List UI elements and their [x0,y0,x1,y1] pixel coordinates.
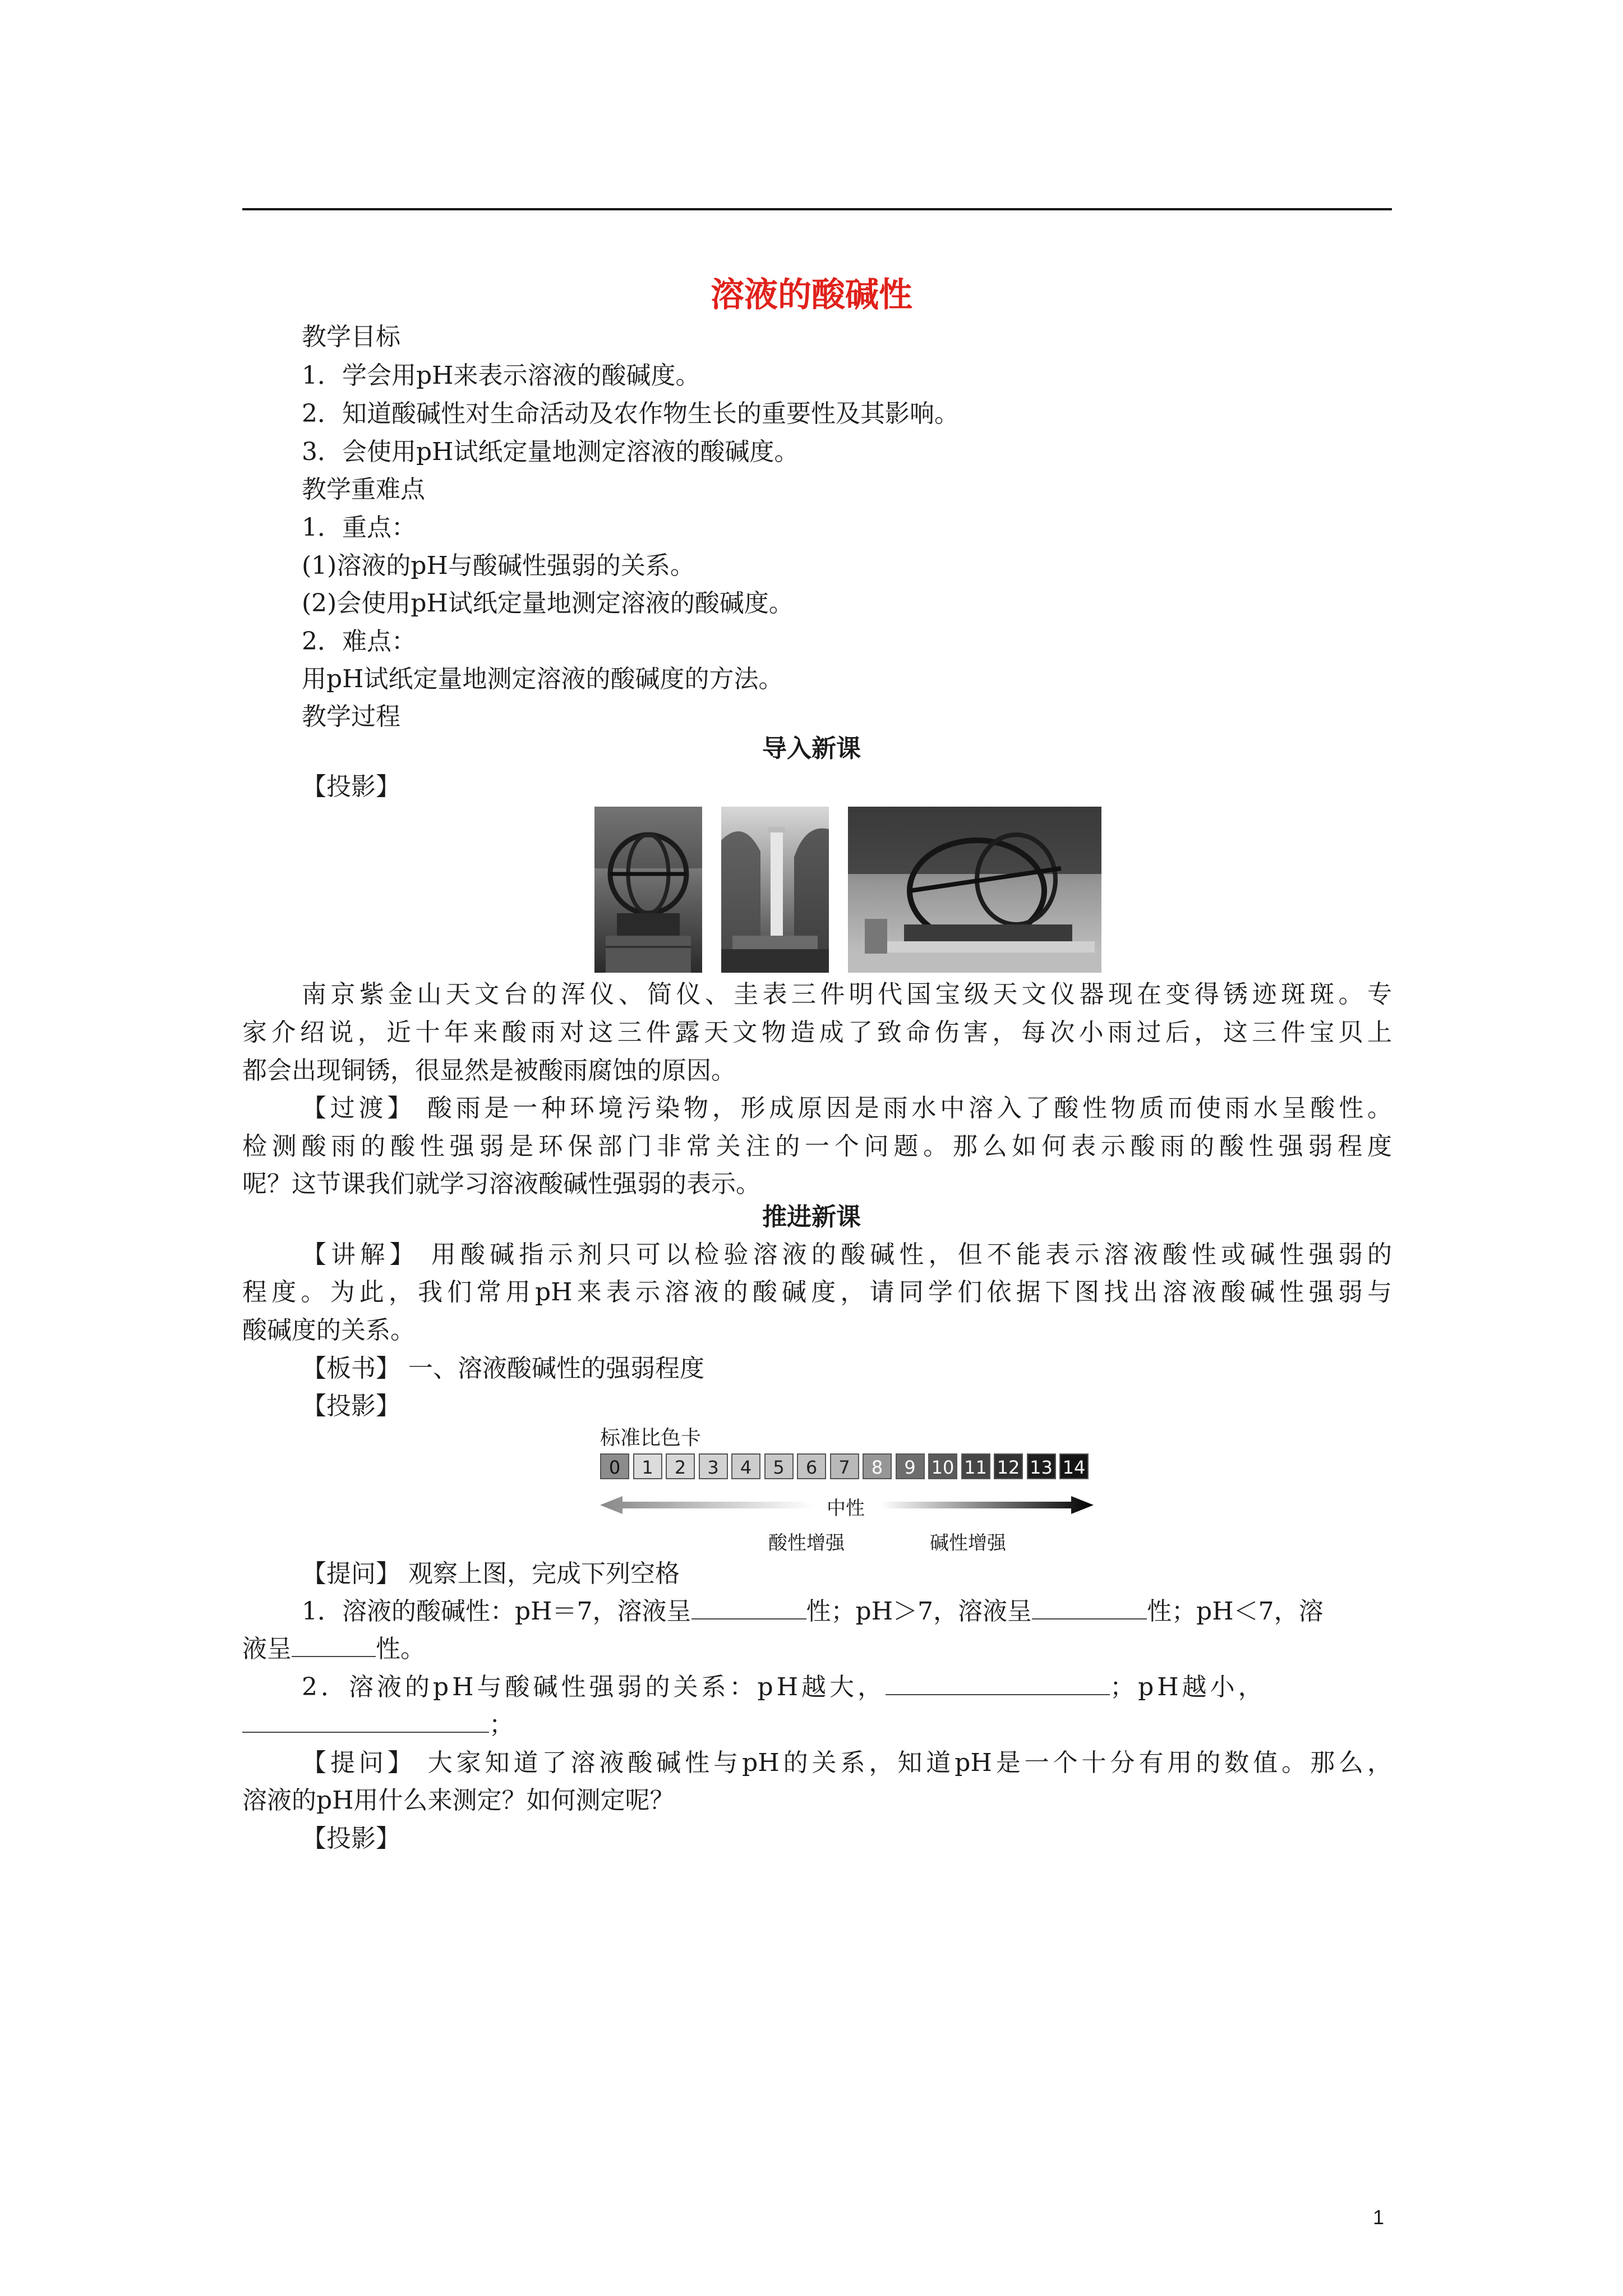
q1-text-e: 性。 [376,1635,425,1663]
photo-gnomon [721,807,829,973]
blank-alkaline[interactable] [1032,1596,1147,1619]
process-heading: 教学过程 [302,702,400,731]
q1-text-b: 性；pH＞7，溶液呈 [806,1597,1032,1626]
objectives-heading: 教学目标 [302,323,400,351]
ph-box-13: 13 [1027,1453,1056,1479]
blank-ph-smaller[interactable] [242,1709,489,1733]
q2-text-c: ； [489,1710,514,1739]
transition-line-2: 检测酸雨的酸性强弱是环保部门非常关注的一个问题。那么如何表示酸雨的酸性强弱程度 [242,1132,1392,1161]
question-1: 【提问】 观察上图，完成下列空格 [302,1559,680,1588]
acid-arrow [600,1496,813,1514]
ph-box-12: 12 [994,1453,1023,1479]
base-arrow [880,1496,1094,1514]
ph-box-10: 10 [928,1453,957,1479]
explain-line-2: 程度。为此，我们常用pH来表示溶液的酸碱度，请同学们依据下图找出溶液酸碱性强弱与 [242,1278,1392,1306]
explain-line-1: 【讲解】 用酸碱指示剂只可以检验溶液的酸碱性，但不能表示溶液酸性或碱性强弱的 [302,1240,1392,1269]
section-intro-heading: 导入新课 [762,734,861,763]
q2-line-2 [242,1708,514,1742]
photo-armillary-sphere [594,807,702,973]
difficulty-label: 2．难点： [302,627,416,656]
ph-box-5: 5 [764,1453,794,1479]
section-new-heading: 推进新课 [762,1203,861,1231]
intro-para-line-3: 都会出现铜锈，很显然是被酸雨腐蚀的原因。 [242,1056,736,1085]
page-title: 溶液的酸碱性 [711,275,912,315]
ph-box-3: 3 [699,1453,728,1479]
explain-line-3: 酸碱度的关系。 [242,1316,415,1345]
ph-box-14: 14 [1059,1453,1089,1479]
objective-1: 1．学会用pH来表示溶液的酸碱度。 [302,361,700,390]
acid-label: 酸性增强 [768,1532,845,1554]
ph-card-title: 标准比色卡 [600,1427,702,1450]
question-2-line-1: 【提问】 大家知道了溶液酸碱性与pH的关系，知道pH是一个十分有用的数值。那么， [302,1749,1392,1777]
ph-box-0: 0 [600,1453,629,1479]
base-label: 碱性增强 [930,1532,1006,1554]
q2-text-b: ；pH越小， [1110,1673,1266,1701]
keypoints-label: 1．重点： [302,513,416,542]
q1-line-2 [242,1632,425,1666]
ph-color-card [600,1422,1094,1557]
page-number: 1 [1373,2206,1385,2229]
q1-text-d: 液呈 [242,1635,292,1663]
question-2-line-2: 溶液的pH用什么来测定？如何测定呢？ [242,1786,675,1815]
keypoint-1: (1)溶液的pH与酸碱性强弱的关系。 [302,551,695,580]
q1-text-c: 性；pH＜7，溶 [1147,1597,1324,1626]
intro-para-line-1: 南京紫金山天文台的浑仪、简仪、圭表三件明代国宝级天文仪器现在变得锈迹斑斑。专 [302,980,1392,1009]
ph-box-8: 8 [863,1453,892,1479]
ph-box-9: 9 [896,1453,925,1479]
ph-box-1: 1 [633,1453,662,1479]
difficulty-text: 用pH试纸定量地测定溶液的酸碱度的方法。 [302,665,783,693]
projection-tag-2: 【投影】 [302,1392,400,1420]
photo-simplified-armilla [848,807,1101,973]
intro-para-line-2: 家介绍说，近十年来酸雨对这三件露天文物造成了致命伤害，每次小雨过后，这三件宝贝上 [242,1018,1392,1047]
neutral-label: 中性 [827,1497,865,1520]
blank-acidic[interactable] [292,1634,376,1657]
ph-box-7: 7 [830,1453,859,1479]
q1-line-1 [302,1595,1324,1628]
blank-neutral[interactable] [691,1596,806,1619]
objective-3: 3．会使用pH试纸定量地测定溶液的酸碱度。 [302,438,799,466]
header-rule [242,208,1392,210]
transition-line-3: 呢？这节课我们就学习溶液酸碱性强弱的表示。 [242,1170,760,1198]
transition-line-1: 【过渡】 酸雨是一种环境污染物，形成原因是雨水中溶入了酸性物质而使雨水呈酸性。 [302,1094,1392,1122]
q2-line-1 [302,1671,1266,1704]
q2-text-a: 2．溶液的pH与酸碱性强弱的关系：pH越大， [302,1673,886,1701]
ph-box-6: 6 [797,1453,826,1479]
ph-box-2: 2 [666,1453,695,1479]
objective-2: 2．知道酸碱性对生命活动及农作物生长的重要性及其影响。 [302,399,959,428]
projection-tag-1: 【投影】 [302,772,400,801]
keypoints-heading: 教学重难点 [302,475,425,504]
projection-tag-3: 【投影】 [302,1824,400,1853]
blank-ph-larger[interactable] [886,1672,1110,1695]
board-line: 【板书】 一、溶液酸碱性的强弱程度 [302,1354,704,1383]
keypoint-2: (2)会使用pH试纸定量地测定溶液的酸碱度。 [302,589,794,618]
ph-box-4: 4 [731,1453,760,1479]
q1-text-a: 1．溶液的酸碱性：pH＝7，溶液呈 [302,1597,691,1626]
ph-box-11: 11 [961,1453,990,1479]
